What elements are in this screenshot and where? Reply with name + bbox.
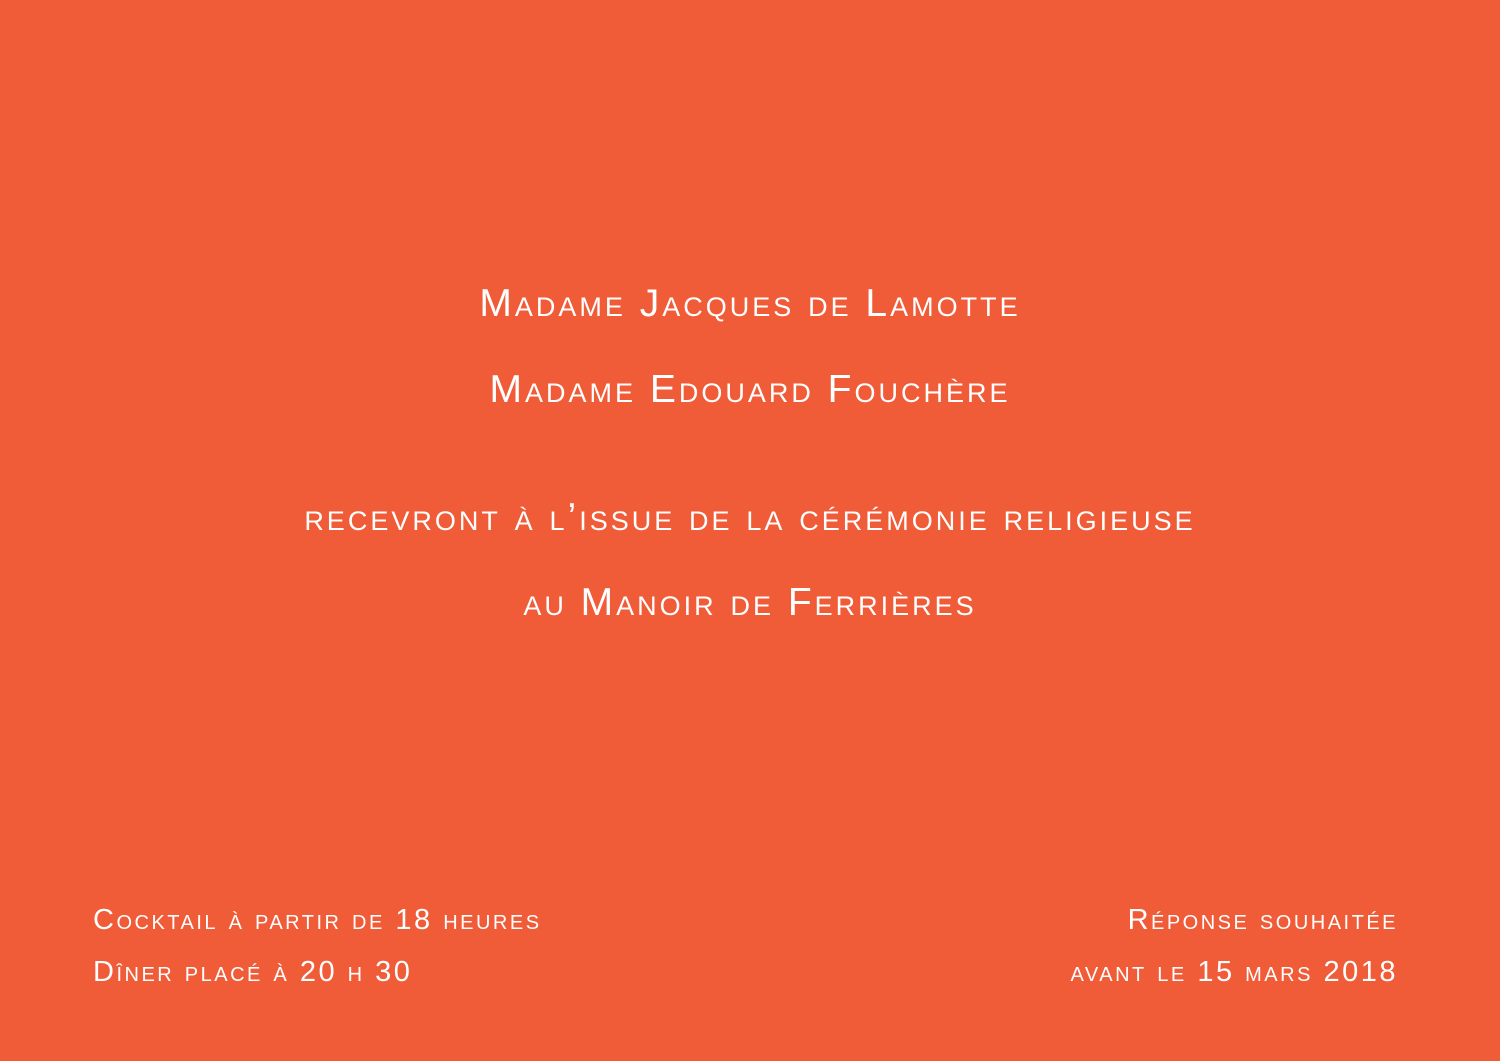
venue-text: au Manoir de Ferrières (523, 581, 977, 624)
rsvp-deadline: avant le 15 mars 2018 (1070, 956, 1398, 988)
host-name-2: Madame Edouard Fouchère (489, 368, 1011, 411)
dinner-time: Dîner placé à 20 h 30 (93, 956, 413, 988)
rsvp-label: Réponse souhaitée (1127, 904, 1398, 936)
invitation-text: recevront à l’issue de la cérémonie religieuse (304, 496, 1196, 539)
host-name-1: Madame Jacques de Lamotte (479, 282, 1021, 325)
cocktail-time: Cocktail à partir de 18 heures (93, 904, 542, 936)
